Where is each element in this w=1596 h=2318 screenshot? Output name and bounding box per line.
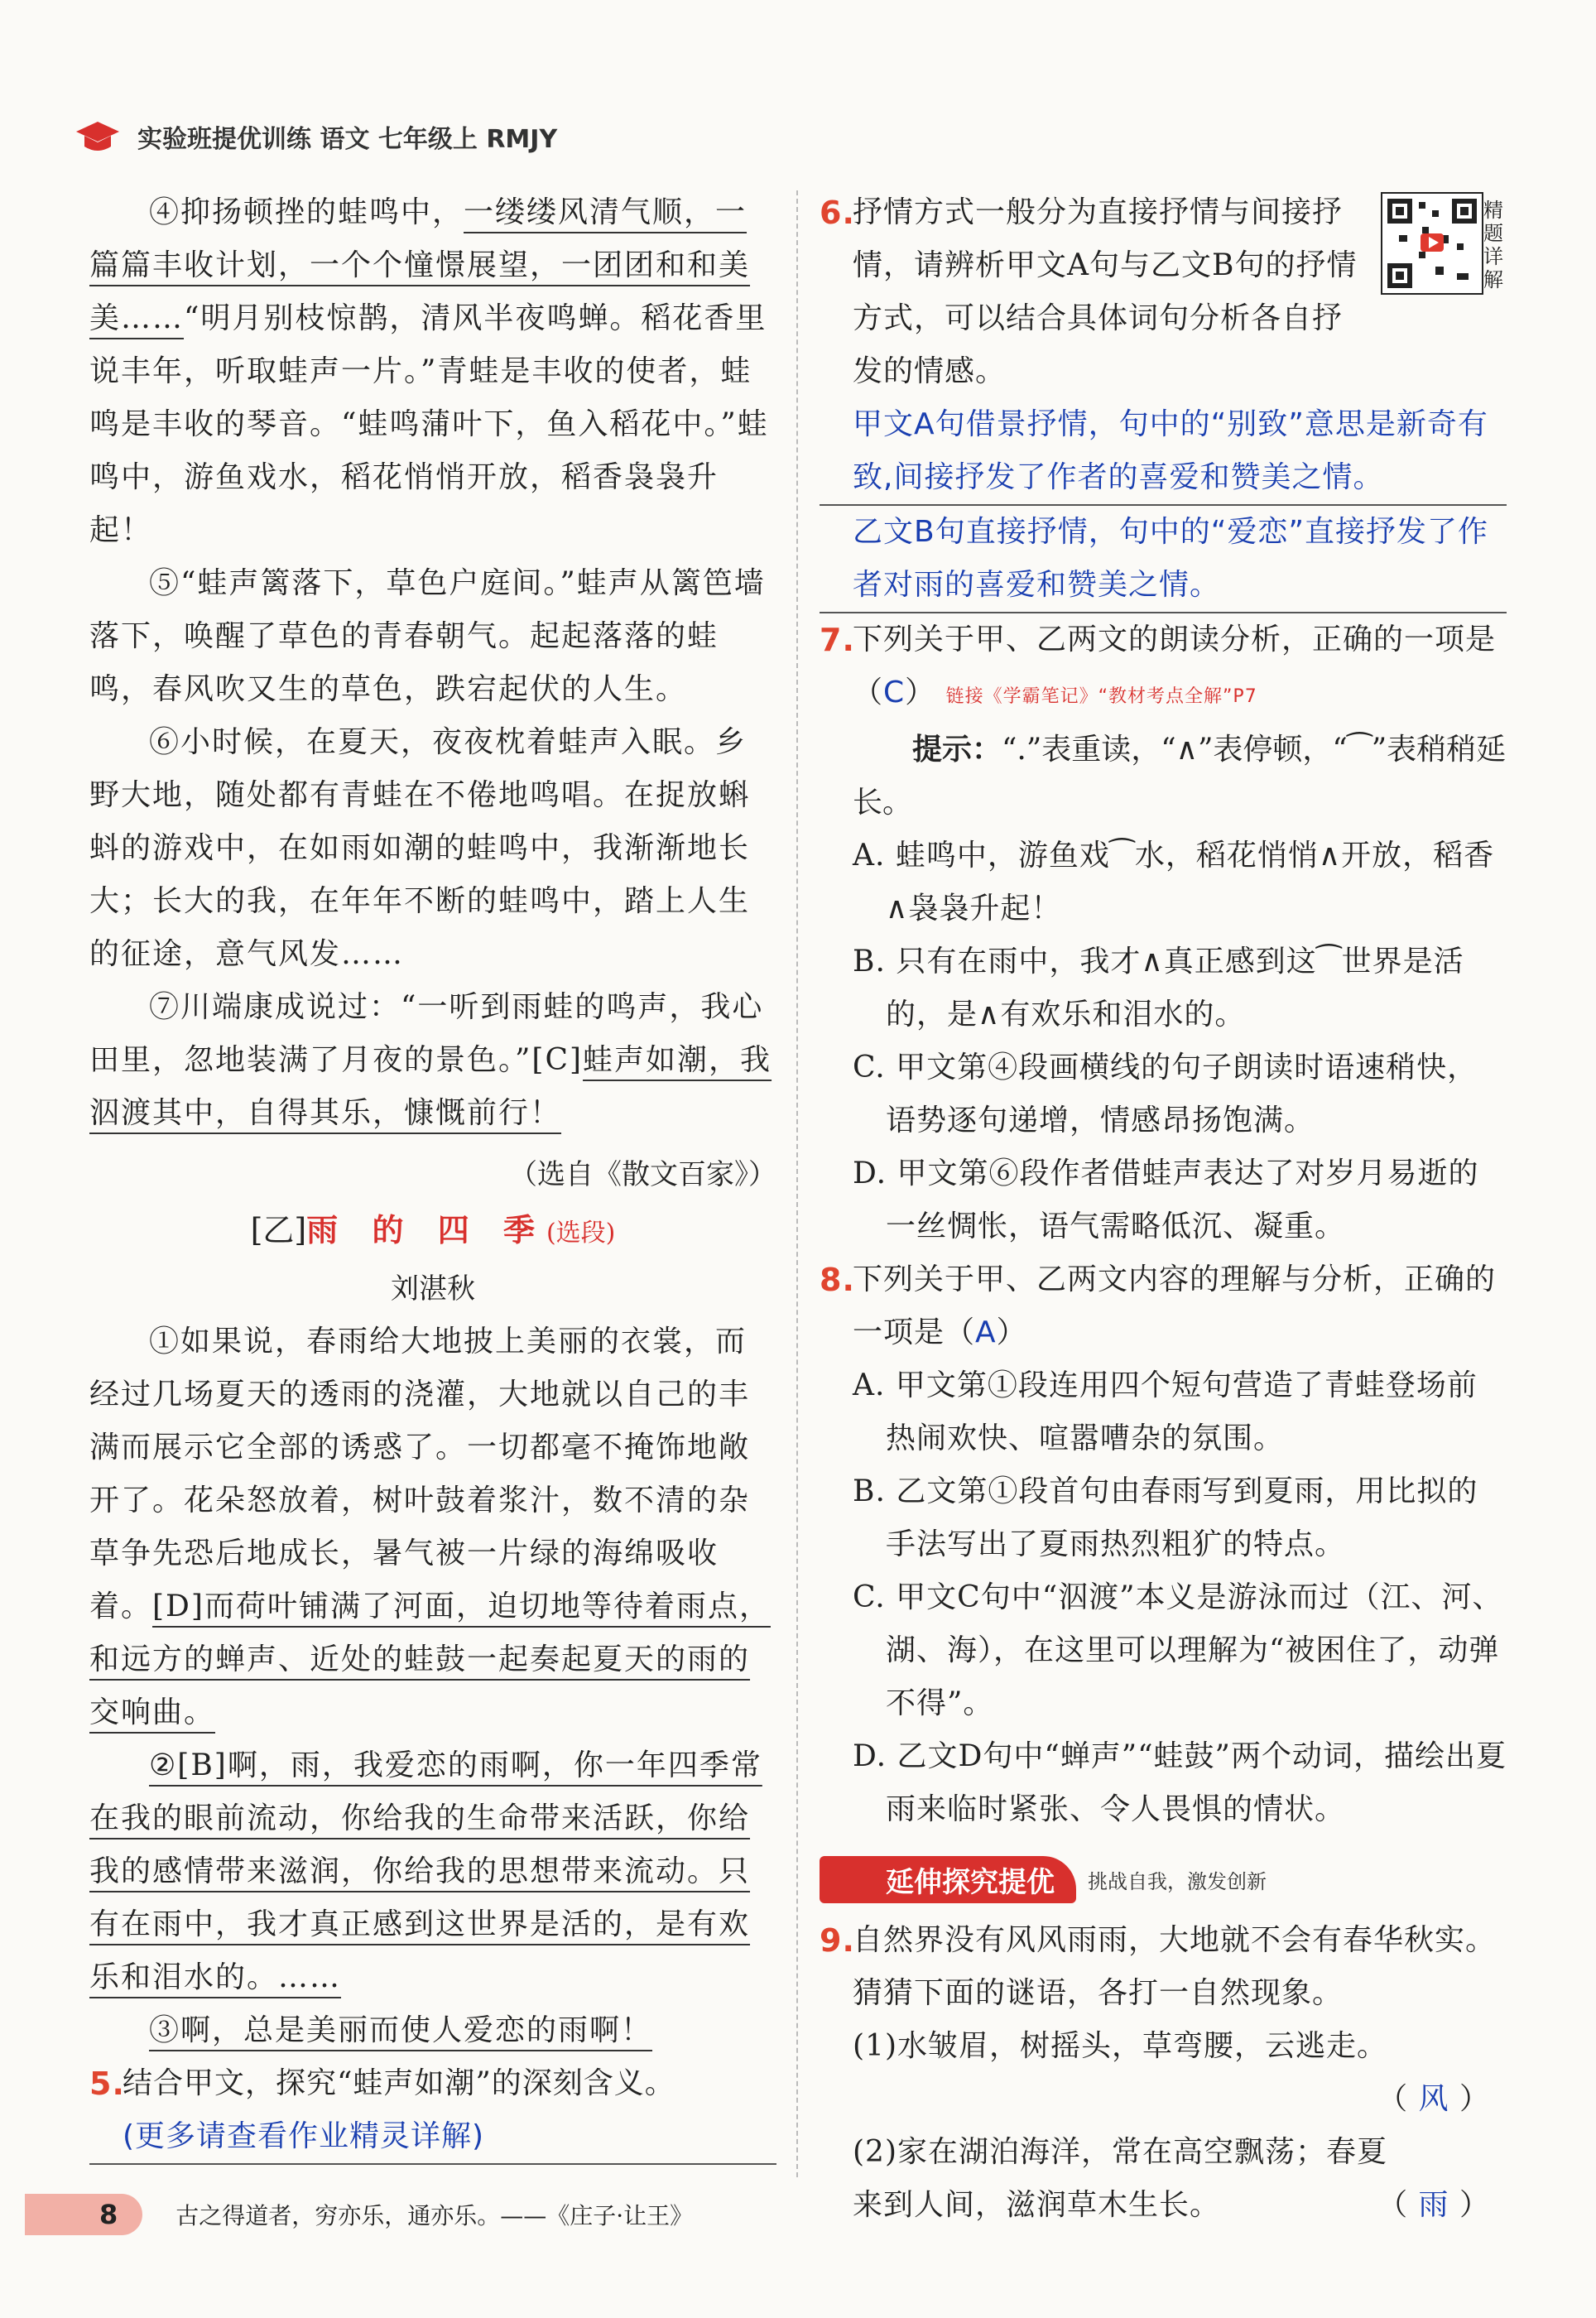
page-footer xyxy=(25,2186,853,2243)
q7-hint-text: “.”表重读，“∧”表停顿，“⁀”表稍稍延长。 xyxy=(853,733,1507,820)
page-number: 8 xyxy=(25,2194,142,2235)
q5-text: 结合甲文，探究“蛙声如潮”的深刻含义。 xyxy=(123,2066,675,2100)
right-column xyxy=(820,186,1507,2232)
q9-answer-2-text: 雨 xyxy=(1418,2188,1449,2222)
q8-close: ） xyxy=(996,1315,1027,1349)
q9-text: 自然界没有风风雨雨，大地就不会有春华秋实。猜猜下面的谜语，各打一自然现象。 xyxy=(853,1923,1497,2010)
q8-option-d: D. 乙文D句中“蝉声”“蛙鼓”两个动词，描绘出夏雨来临时紧张、令人畏惧的情状。 xyxy=(853,1739,1507,1826)
q7-option-c: C. 甲文第④段画横线的句子朗读时语速稍快，语势逐句递增，情感昂扬饱满。 xyxy=(853,1051,1478,1137)
p4-rest: “明月别枝惊鹊，清风半夜鸣蝉。稻花香里说丰年，听取蛙声一片。”青蛙是丰收的使者，蛙鸣是丰收的琴音。“蛙鸣蒲叶下，鱼入稻花中。”蛙鸣中，游鱼戏水，稻花悄悄开放，稻香袅袅升起！ xyxy=(89,301,769,547)
q7-close: ） xyxy=(905,676,936,709)
y1-text: ①如果说，春雨给大地披上美丽的衣裳，而经过几场夏天的透雨的浇灌，大地就以自己的丰满而展示它全部的诱惑了。一切都毫不掩饰地敞开了。花朵怒放着，树叶鼓着浆汁，数不清的杂草争先恐后地成长，暑气被一片绿的海绵吸收着。 xyxy=(89,1325,751,1623)
title-main: 雨 的 四 季 xyxy=(306,1211,546,1248)
question-9 xyxy=(820,1914,1507,2020)
question-6 xyxy=(820,186,1507,398)
header-title: 实验班提优训练 语文 七年级上 RMJY xyxy=(137,125,558,154)
footer-quote: 古之得道者，穷亦乐，通亦乐。——《庄子·让王》 xyxy=(175,2202,694,2229)
q9-answer-1: （ 风 ） xyxy=(1377,2082,1490,2116)
column-divider xyxy=(796,190,798,2177)
q5-answer-link[interactable]: (更多请查看作业精灵详解) xyxy=(123,2119,485,2153)
passage-source: （选自《散文百家》） xyxy=(509,1158,776,1191)
q6-answer-1: 甲文A句借景抒情，句中的“别致”意思是新奇有致,间接抒发了作者的喜爱和赞美之情。 xyxy=(853,407,1488,494)
banner-title: 延伸探究提优 xyxy=(820,1856,1076,1903)
passage-b-title xyxy=(89,1201,776,1262)
q6-answer-2: 乙文B句直接抒情，句中的“爱恋”直接抒发了作者对雨的喜爱和赞美之情。 xyxy=(853,515,1488,602)
q9-riddle-1: (1)水皱眉，树摇头，草弯腰，云逃走。 xyxy=(853,2029,1387,2063)
passage-b-paragraph-1 xyxy=(89,1315,776,1739)
passage-b-paragraph-2: ②[B]啊，雨，我爱恋的雨啊，你一年四季常在我的眼前流动，你给我的生命带来活跃，你给我的感情带来滋润，你给我的思想带来流动。只有在雨中，我才真正感到这世界是活的，是有欢乐和泪水的。…… xyxy=(89,1748,762,1994)
title-prefix: [乙] xyxy=(250,1212,307,1248)
q6-number: 6. xyxy=(820,195,855,231)
question-7 xyxy=(820,613,1507,724)
qr-label: 精题详解 xyxy=(1483,199,1503,291)
banner-subtitle: 挑战自我，激发创新 xyxy=(1088,1869,1267,1893)
q7-hint-label: 提示： xyxy=(912,733,1002,767)
title-suffix: (选段) xyxy=(546,1219,616,1248)
q8-text: 下列关于甲、乙两文内容的理解与分析，正确的一项是（ xyxy=(853,1262,1497,1349)
p4-lead: ④抑扬顿挫的蛙鸣中， xyxy=(149,195,464,229)
passage-a-paragraph-6: ⑥小时候，在夏天，夜夜枕着蛙声入眠。乡野大地，随处都有青蛙在不倦地鸣唱。在捉放蝌蚪的游戏中，在如雨如潮的蛙鸣中，我渐渐地长大；长大的我，在年年不断的蛙鸣中，踏上人生的征途，意气风发…… xyxy=(89,725,751,971)
p7-lead: ⑦川端康成说过：“一听到雨蛙的鸣声，我心田里，忽地装满了月夜的景色。”[C] xyxy=(89,990,764,1077)
p7-underlined: 蛙声如潮，我泅渡其中，自得其乐，慷慨前行！ xyxy=(89,1043,772,1130)
question-5-answer[interactable] xyxy=(89,2110,776,2165)
q9-answer-2: （ 雨 ） xyxy=(1377,2188,1490,2222)
page-header xyxy=(75,112,557,161)
q8-option-a: A. 甲文第①段连用四个短句营造了青蛙登场前热闹欢快、喧嚣嘈杂的氛围。 xyxy=(853,1368,1478,1455)
question-6-answer-1 xyxy=(820,398,1507,506)
passage-a-paragraph-7 xyxy=(89,981,776,1140)
q7-number: 7. xyxy=(820,622,855,658)
q9-number: 9. xyxy=(820,1922,855,1959)
q8-option-c: C. 甲文C句中“泅渡”本义是游泳而过（江、河、湖、海），在这里可以理解为“被困住了，动弹不得”。 xyxy=(853,1580,1503,1720)
passage-b-paragraph-3: ③啊，总是美丽而使人爱恋的雨啊！ xyxy=(149,2013,653,2047)
passage-b-author: 刘湛秋 xyxy=(391,1272,475,1306)
q8-option-b: B. 乙文第①段首句由春雨写到夏雨，用比拟的手法写出了夏雨热烈粗犷的特点。 xyxy=(853,1474,1478,1561)
question-8 xyxy=(820,1253,1507,1359)
q7-answer: C xyxy=(883,676,906,709)
q7-text: 下列关于甲、乙两文的朗读分析，正确的一项是（ xyxy=(853,623,1497,709)
question-5 xyxy=(89,2057,776,2110)
q6-text: 抒情方式一般分为直接抒情与间接抒情，请辨析甲文A句与乙文B句的抒情方式，可以结合具体词句分析各自抒发的情感。 xyxy=(853,195,1358,388)
q8-answer: A xyxy=(975,1315,997,1349)
q9-riddle-2: (2)家在湖泊海洋，常在高空飘荡；春夏来到人间，滋润草木生长。 xyxy=(853,2135,1387,2222)
q7-option-b: B. 只有在雨中，我才∧真正感到这⁀世界是活的，是∧有欢乐和泪水的。 xyxy=(853,945,1464,1032)
passage-a-paragraph-4 xyxy=(89,186,776,557)
left-column xyxy=(89,186,776,2165)
q9-answer-1-text: 风 xyxy=(1418,2082,1449,2116)
graduation-cap-icon xyxy=(75,118,121,155)
q7-option-d: D. 甲文第⑥段作者借蛙声表达了对岁月易逝的一丝惆怅，语气需略低沉、凝重。 xyxy=(853,1157,1479,1243)
p4-underlined: 一缕缕风清气顺，一篇篇丰收计划，一个个憧憬展望，一团团和和美美…… xyxy=(89,195,751,335)
q7-hint xyxy=(820,724,1507,830)
passage-a-paragraph-5: ⑤“蛙声篱落下，草色户庭间。”蛙声从篱笆墙落下，唤醒了草色的青春朝气。起起落落的蛙鸣，春风吹又生的草色，跌宕起伏的人生。 xyxy=(89,566,766,706)
q7-option-a: A. 蛙鸣中，游鱼戏⁀水，稻花悄悄∧开放，稻香∧袅袅升起！ xyxy=(853,839,1495,926)
extension-banner xyxy=(820,1853,1507,1906)
q8-number: 8. xyxy=(820,1262,855,1298)
q7-reference-link[interactable]: 链接《学霸笔记》“教材考点全解”P7 xyxy=(945,686,1257,707)
q5-number: 5. xyxy=(89,2066,125,2102)
y1-underlined: [D]而荷叶铺满了河面，迫切地等待着雨点，和远方的蝉声、近处的蛙鼓一起奏起夏天的雨的交响曲。 xyxy=(89,1589,771,1729)
question-6-answer-2 xyxy=(820,506,1507,613)
